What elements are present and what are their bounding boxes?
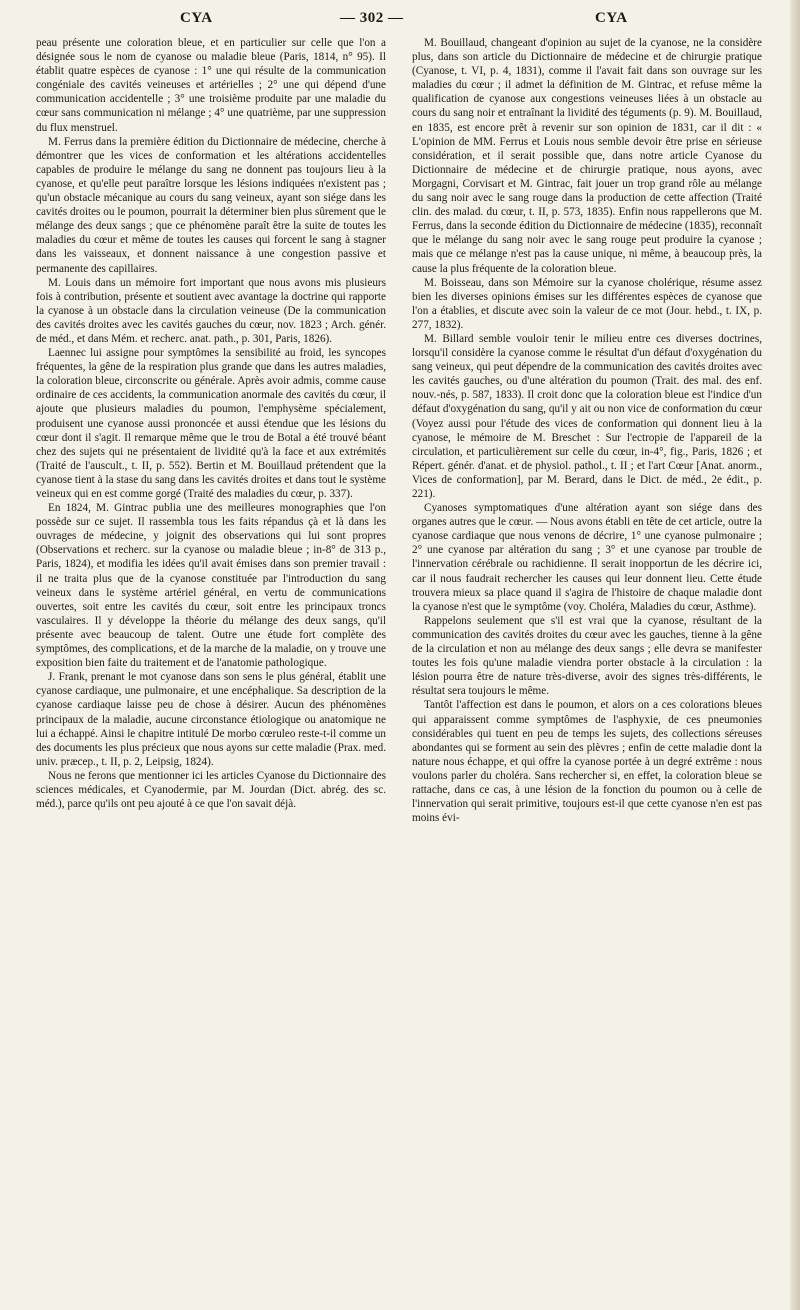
page-number: — 302 — bbox=[340, 10, 404, 26]
paragraph: Laennec lui assigne pour symptômes la sensibilité au froid, les syncopes fréquentes, la gêne de la respiration plus grande que dans les autres maladies, la coloration bleue, circonscrite ou générale. Après avoir admis, comme cause ordinaire de ces accidents, la communication anormale des cavités du cœur, il ajoute que plusieurs maladies du poumon, l'emphysème spécialement, produisent une cyanose aussi prononcée et aussi étendue que les lésions du cœur dont il s'agit. Il remarque même que le trou de Botal a été trouvé béant chez des sujets qui ne présentaient de lividité qu'à la face et aux extrémités (Traité de l'auscult., t. II, p. 552). Bertin et M. Bouillaud prétendent que la cyanose tient à la stase du sang dans les cavités droites et dans tout le système veineux qui en est comme gorgé (Traité des maladies du cœur, p. 337). bbox=[36, 347, 386, 500]
paragraph: En 1824, M. Gintrac publia une des meilleures monographies que l'on possède sur ce sujet. Il rassembla tous les faits répandus çà et là dans les ouvrages de médecine, y joignit des observations qui lui sont propres (Observations et recherc. sur la cyanose ou maladie bleue ; in-8° de 313 p., Paris, 1824), et modifia les idées qu'il avait émises dans son premier travail : il ne traita plus que de la cyanose constituée par l'introduction du sang veineux dans le système artériel général, en vertu de communications ouvertes, soit entre les cavités du cœur, soit entre les principaux troncs vasculaires. Il y développe la théorie du mélange des deux sangs, qu'il présente avec beaucoup de talent. Outre une étude fort complète des symptômes, des complications, et de la marche de la maladie, on y trouve une exposition bien faite du traitement et de l'anatomie pathologique. bbox=[36, 502, 386, 670]
header-right-word: CYA bbox=[595, 10, 628, 26]
paragraph: J. Frank, prenant le mot cyanose dans son sens le plus général, établit une cyanose cardiaque, une pulmonaire, et une encéphalique. Sa description de la cyanose cardiaque laisse peu de chose à désirer. Aucun des phénomènes principaux de la maladie, aucune circonstance étiologique ou anatomique ne lui a échappé. Ainsi le chapitre intitulé De morbo cœruleo reste-t-il comme un des documents les plus précieux que nous ayons sur cette maladie (Prax. med. univ. præcep., t. II, p. 2, Leipsig, 1824). bbox=[36, 671, 386, 768]
page-edge bbox=[790, 0, 800, 1310]
paragraph: M. Billard semble vouloir tenir le milieu entre ces diverses doctrines, lorsqu'il considère la cyanose comme le résultat d'un défaut d'oxygénation du sang veineux, qui peut dépendre de la communication des cavités droites avec les cavités gauches, ou d'une altération du poumon (Trait. des mal. des enf. nouv.-nés, p. 587, 1833). Il croit donc que la coloration bleue est l'indice d'un défaut d'oxygénation du sang, qu'il y ait ou non vice de conformation du cœur (Voyez aussi pour l'étude des vices de conformation qui donnent lieu à la cyanose, le mémoire de M. Breschet : Sur l'ectropie de l'appareil de la circulation, et particulièrement sur celle du cœur, in-4°, fig., Paris, 1826 ; et Répert. génér. d'anat. et de physiol. pathol., t. II ; et l'art Cœur [Anat. anorm., Vices de conformation], par M. Berard, dans le Dict. de méd., 2e édit., p. 221). bbox=[412, 332, 762, 500]
paragraph: Rappelons seulement que s'il est vrai que la cyanose, résultant de la communication des cavités droites du cœur avec les gauches, tienne à la gêne de la circulation et non au mélange des deux sangs ; elle devra se manifester toutes les fois qu'une maladie viendra porter obstacle à la circulation : la lésion pourra être de nature très-diverse, avoir des signes très-différents, le résultat sera toujours le même. bbox=[412, 614, 762, 698]
paragraph: Cyanoses symptomatiques d'une altération ayant son siége dans des organes autres que le cœur. — Nous avons établi en tête de cet article, outre la cyanose cardiaque que nous venons de décrire, 1° une cyanose pulmonaire ; 2° une cyanose par altération du sang ; 3° et une cyanose par trouble de l'innervation cérébrale ou rachidienne. Il serait inopportun de les décrire ici, car il nous faudrait rechercher les causes qui leur donnent lieu. Cette étude trouvera mieux sa place quand il s'agira de l'histoire de chaque maladie dont la cyanose n'est que le symptôme (voy. Choléra, Maladies du cœur, Asthme). bbox=[412, 502, 762, 613]
left-column bbox=[36, 36, 386, 811]
paragraph: M. Ferrus dans la première édition du Dictionnaire de médecine, cherche à démontrer que les vices de conformation et les altérations accidentelles capables de produire le mélange du sang ne donnent pas toujours lieu à la cyanose, et qu'elle peut paraître lorsque les lésions indiquées n'existent pas ; qu'un obstacle mécanique au cours du sang veineux, ayant son siége dans les cavités droites ou le poumon, pourrait la déterminer bien plus sûrement que le mélange des deux sangs ; que ce phénomène paraît être la suite de toutes les maladies du cœur et même de toutes les causes qui forcent le sang à stagner dans les vaisseaux, et donnent naissance à une congestion passive et permanente des capillaires. bbox=[36, 135, 386, 275]
paragraph: Tantôt l'affection est dans le poumon, et alors on a ces colorations bleues qui apparaissent comme symptômes de l'asphyxie, de ces pneumonies considérables qui tuent en peu de temps les sujets, des collections séreuses abondantes qui se forment au sein des plèvres ; enfin de cette maladie dont la nature nous échappe, et qui offre la cyanose portée à un degré extrême : nous voulons parler du choléra. Sans rechercher si, en effet, la coloration bleue se rattache, dans ce cas, à une lésion de la fonction du poumon ou à celle de l'innervation qui serait primitive, toujours est-il que cette cyanose n'en est pas moins évi- bbox=[412, 699, 762, 825]
right-column bbox=[412, 36, 762, 825]
running-header bbox=[40, 6, 760, 32]
paragraph: M. Boisseau, dans son Mémoire sur la cyanose cholérique, résume assez bien les diverses opinions émises sur les différentes espèces de cyanose que l'on a établies, et discute avec soin la valeur de ce mot (Jour. hebd., t. IX, p. 277, 1832). bbox=[412, 276, 762, 331]
paragraph: Nous ne ferons que mentionner ici les articles Cyanose du Dictionnaire des sciences médicales, et Cyanodermie, par M. Jourdan (Dict. abrég. des sc. méd.), parce qu'ils ont peu ajouté à ce que l'on savait déjà. bbox=[36, 769, 386, 811]
paragraph: peau présente une coloration bleue, et en particulier sur celle que l'on a désignée sous le nom de cyanose ou maladie bleue (Paris, 1814, n° 95). Il établit quatre espèces de cyanose : 1° une qui résulte de la communication congéniale des cavités veineuses et artérielles ; 2° une qui dépend d'une communication accidentelle ; 3° une troisième produite par une maladie du cœur sans communication ni mélange ; 4° une quatrième, par une suppression du flux menstruel. bbox=[36, 37, 386, 134]
paragraph: M. Bouillaud, changeant d'opinion au sujet de la cyanose, ne la considère plus, dans son article du Dictionnaire de médecine et de chirurgie pratique (Cyanose, t. VI, p. 4, 1831), comme il l'avait fait dans son ouvrage sur les maladies du cœur ; il admet la définition de M. Gintrac, et refuse même la qualification de cyanose aux congestions veineuses liées à un obstacle au cours du sang noir et entraînant la lividité des téguments (p. 9). M. Bouillaud, en 1835, est encore prêt à revenir sur son opinion de 1831, car il dit : « L'opinion de MM. Ferrus et Louis nous semble devoir être prise en sérieuse considération, et il serait possible que, dans notre article Cyanose du Dictionnaire de médecine et de chirurgie pratique, nous ayons, avec Morgagni, Corvisart et M. Gintrac, fait jouer un trop grand rôle au mélange du sang noir avec le sang rouge dans la production de cette affection (Traité clin. des malad. du cœur, t. II, p. 573, 1835). Enfin nous rappellerons que M. Ferrus, dans la seconde édition du Dictionnaire de médecine (1835), reconnaît que le mélange du sang noir avec le sang rouge peut produire la cyanose ; mais que ce mélange n'est pas la cause unique, ni même, à beaucoup près, la cause la plus fréquente de la coloration bleue. bbox=[412, 37, 762, 275]
header-left-word: CYA bbox=[180, 10, 213, 26]
paragraph: M. Louis dans un mémoire fort important que nous avons mis plusieurs fois à contribution, présente et soutient avec avantage la doctrine qui rapporte la cyanose à un obstacle dans la circulation veineuse (De la communication des cavités droites avec les cavités gauches du cœur, nov. 1823 ; Arch. génér. de méd., et dans Mém. et recherc. anat. path., p. 301, Paris, 1826). bbox=[36, 276, 386, 345]
